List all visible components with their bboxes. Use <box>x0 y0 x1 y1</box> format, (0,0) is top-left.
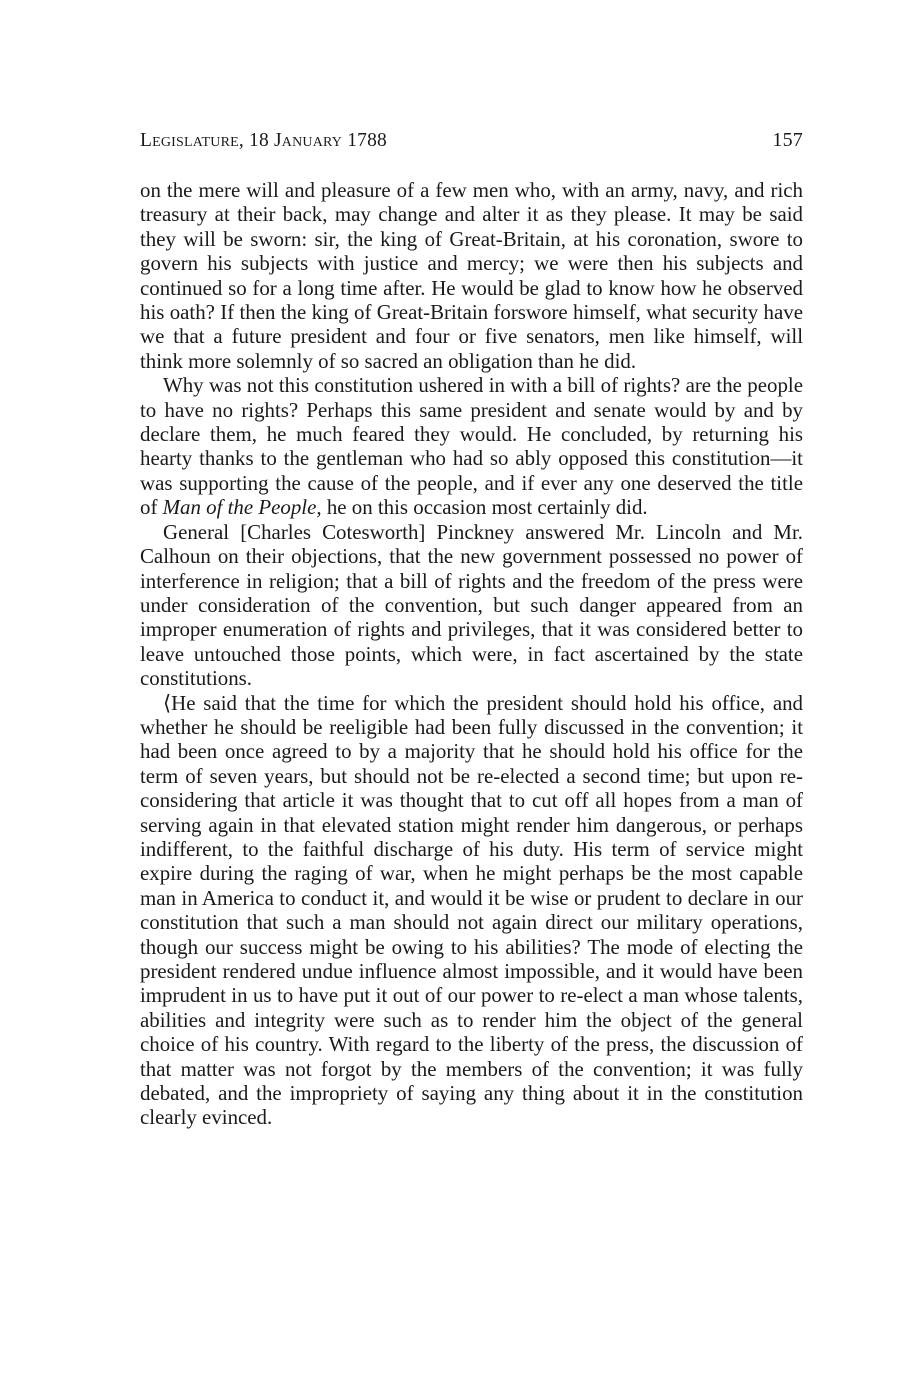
paragraph-2-text-after: he on this occasion most certainly did. <box>321 495 648 520</box>
running-title: Legislature, 18 January 1788 <box>140 130 387 151</box>
paragraph-2 <box>140 373 803 519</box>
body-text <box>140 178 803 1130</box>
paragraph-2-text-before: Why was not this constitution ushered in with a bill of rights? are the people to have no rights? Perhaps this same president and senate would by and by declare them, he much feared they would. He concluded, by returning his hearty thanks to the gentleman who had so ably opposed this constitution—it was supporting the cause of the people, and if ever any one deserved the title of <box>140 373 803 520</box>
paragraph-3: General [Charles Cotesworth] Pinckney answered Mr. Lincoln and Mr. Calhoun on their objections, that the new government possessed no power of interference in religion; that a bill of rights and the freedom of the press were under consideration of the convention, but such danger appeared from an improper enumeration of rights and privileges, that it was considered better to leave untouched those points, which were, in fact ascertained by the state constitutions. <box>140 519 803 691</box>
paragraph-4: ⟨He said that the time for which the president should hold his office, and whether he should be reeligible had been fully discussed in the convention; it had been once agreed to by a majority that he should hold his office for the term of seven years, but should not be re-elected a second time; but upon re-considering that article it was thought that to cut off all hopes from a man of serving again in that elevated station might render him dangerous, or perhaps indifferent, to the faithful discharge of his duty. His term of service might expire during the raging of war, when he might perhaps be the most capable man in America to conduct it, and would it be wise or prudent to declare in our constitution that such a man should not again direct our military operations, though our success might be owing to his abilities? The mode of electing the president rendered undue influence almost impossible, and it would have been imprudent in us to have put it out of our power to re-elect a man whose talents, abilities and integrity were such as to render him the object of the general choice of his country. With regard to the liberty of the press, the discussion of that matter was not forgot by the members of the convention; it was fully debated, and the impropriety of saying any thing about it in the constitution clearly evinced. <box>140 690 803 1130</box>
paragraph-1: on the mere will and pleasure of a few men who, with an army, navy, and rich treasury at their back, may change and alter it as they please. It may be said they will be sworn: sir, the king of Great-Britain, at his coronation, swore to govern his subjects with justice and mercy; we were then his subjects and continued so for a long time after. He would be glad to know how he observed his oath? If then the king of Great-Britain forswore himself, what security have we that a future president and four or five senators, men like himself, will think more solemnly of so sacred an obligation than he did. <box>140 178 803 373</box>
paragraph-2-italic-title: Man of the People, <box>162 495 322 520</box>
document-page <box>140 126 803 1130</box>
running-head <box>140 126 803 155</box>
page-number: 157 <box>772 129 803 151</box>
